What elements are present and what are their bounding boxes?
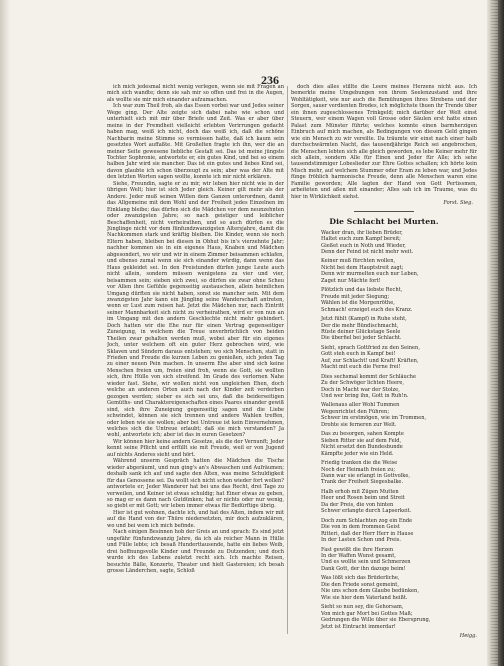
poem-line: Schwer im erstmögen, wie im Trommen, (321, 415, 427, 422)
poem-line: Wegenrichtet den Führen; (321, 408, 390, 415)
poem-stanza (321, 604, 477, 630)
poem-line: Zu der Schwöger lichten Heere, (321, 380, 405, 387)
poem-line: Das zu besorgen, sahen Kompte (321, 431, 404, 438)
poem-line: Sieht, sprach Gottfried zu den Seinen, (321, 344, 420, 351)
paragraph: Hier ist gut wohnen, dachte ich, und hat des Alten, indem wir mit auf die Hand von der Thüre niedersetzten, mir doch aufzuklären, wo und bei wem ich mich befinde. (107, 509, 284, 529)
poem-line: Heer und Rosen beim und Streit (321, 495, 405, 502)
poem-line: Gott steh euch in Kampf bei! (321, 351, 396, 358)
poem-title: Die Schlacht bei Murten. (329, 216, 439, 226)
poem-line: Drohte sie ferneren zur Welt. (321, 421, 397, 428)
poem-line: Nie uns schon dem Glaube bedünken, (321, 588, 419, 595)
poem-line: In der Lasten Schon und Preis. (321, 537, 402, 544)
poem-line: Trank der Freiheit Siegesbalke. (321, 479, 404, 486)
poem-line: Wallenaus aller Wohl Tummen (321, 402, 400, 409)
poem-line: Schmach! erzeiget euch des Kranz. (321, 306, 413, 313)
paragraph: Nach einigen Besinnen hob der Greis an und sprach: Es sind jetzt ungefähr fünfundzwanzig Jahre, da ich als reicher Mann in Hülle und Fülle lebte; ich besaß Hunderttausende, hatte ein liebes Weib, drei hoffnungsvolle Kinder und Freunde zu Dutzenden; und doch wurde ich des Lebens zuletzt recht sich. Ich machte Reisen, besuchte Bälle, Konzerte, Theater und hielt Gastereien; ich besah grosse Länderchen, sagte, Schloß (107, 529, 284, 574)
page-number: 236 (261, 73, 279, 87)
article-signature: Forst. Sieg. (443, 200, 473, 207)
poem-signature: Heigg. (459, 632, 477, 639)
poem-line: Fast gewißt die ihre Herzen (321, 546, 394, 553)
page-edge-stack (491, 0, 498, 666)
right-text-column (291, 84, 477, 644)
paragraph: Wir können hier keine andern Gesetze, als die der Vernunft; Jeder kennt seine Pflicht und erfüllt sie mit Freude, weil er von Jugend auf nichts Anderes sieht und hört. (107, 438, 284, 458)
poem-line: Jetzt ist Eintracht immerdar! (321, 623, 396, 630)
poem-line: Von mich gar Mort bei Gottes Maß; (321, 610, 413, 617)
poem-line: Und wer bring ihn, Gott in Ruh!n. (321, 393, 409, 400)
poem-line: Da der Preis, die von hinten (321, 501, 394, 508)
poem-line: Wacker dran, ihr lieben Brüder, (321, 229, 403, 236)
poem-line: Keiner muß fürchten wollen, (321, 258, 396, 265)
paragraph: ich mich jedesmal nicht wenig verlegen, wenn sie mit Fragen an mich sich wandte; denn sie sah mir so offen und frei in die Augen, als wollte sie mir mich einander aufzumachen. (107, 84, 284, 103)
poem-stanza (321, 287, 477, 313)
poem-line: Jetzt fühlt (Kampf) in Ruhe steht, (321, 316, 407, 323)
left-text-column (107, 84, 284, 644)
poem-line: Haltet euch zum Kampf bereit; (321, 236, 401, 243)
poem-stanza (321, 345, 477, 371)
poem-line: Zaget nur Mächte fort! (321, 277, 381, 284)
poem-line: Auf, zur Schlacht! und Kraft! Kräften, (321, 357, 419, 364)
poem-line: Denn wir murmelten euch nur Leben, (321, 271, 419, 278)
section-divider (354, 211, 414, 212)
poem-line: Und es wollte sein und Schmerzen (321, 559, 411, 566)
poem-line: Dies sechsmal kommt der Schläuche (321, 373, 416, 380)
poem-stanza (321, 460, 477, 486)
poem-line: Der die mehr Bündischmacht, (321, 322, 399, 329)
poem-line: Doch in Macht war der Stolze, (321, 386, 400, 393)
poem-line: Die den Friede sonst gemeint, (321, 581, 399, 588)
poem-line: Doch zum Schlachten zog ein Ende (321, 517, 413, 524)
poem-line: In der Waffen Wunst gesamt, (321, 553, 396, 559)
poem-stanza (321, 575, 477, 601)
poem-line: Dann war sie erlangt in Gottvolke, (321, 473, 411, 480)
poem-line: Was lößt sich das Brüderliche, (321, 575, 400, 582)
poem-line: Nicht ersetzt den Bundesbunde (321, 444, 403, 451)
paragraph: Ich war zum Theil froh, als das Essen vorbei war und Jedes seiner Wege ging. Der Alte zeigte sich dabei nahe wie schon und unterhielt sich mit mir über Briefe und Zeit. Was er aber über meine in der Fremdheit vielleicht erlebten Verirrungen gedacht haben mag, weiß ich nicht, doch das weiß ich, daß die schöne Nachbarin meine Stimme so vermissen hatte, daß ich kaum sein gesetztes Wort auffaßte. Mit Großelten fragte ich ihn, wer die an meiner Seite gewesene liebliche Gestalt sei. Das ist meine jüngste Tochter Sophronie, antwortete er, ein gutes Kind, und bei so einem halben Jahr wird sie mancher. Das ist ein gutes und liebes Kind sei, davon glaubte ich schon überzeugt zu sein; aber was der Alte mit den letzten Worten sagen wollte, konnte ich mir nicht erklären. (107, 103, 284, 181)
paragraph: Während unserm Gespräch hatten die Mädchen die Tische wieder abgeräumt, und nun ging's an's Abwaschen und Aufräumen; deshalb sank ich auf und sagte den Alten, was meine Schuldigkeit für das Genossene sei. Da wollt sich nicht schon wieder fort wollen? antwortete er; Jeder Wanderer hat bei uns das Recht, drei Tage zu verweilen, und Keiner ist etwas schuldig; hat Einer etwas zu geben, so mag er es dann nach Gutdünken; hat er nichts oder nur wenig, so giebt er mit Gott; wir leben immer etwas für Bedürftige übrig. (107, 458, 284, 510)
poem-line: Wie sie hier dem Vaterland heißt. (321, 594, 408, 601)
poem-stanza (321, 258, 477, 284)
poem-line: Noch der Heimath freien zu; (321, 466, 396, 473)
poem-line: Die von in dem frommen Geist (321, 524, 400, 531)
poem-line: Kämpfte jeder wie ein Held. (321, 450, 394, 457)
poem-stanza (321, 374, 477, 400)
poem-line: Gießet euch in Noth und Wieder, (321, 242, 406, 249)
poem-line: Rüste deiner Glückstage Seele (321, 328, 401, 335)
poem-stanza (321, 547, 477, 573)
poem-line: Die überfiel bei jeder Schlacht. (321, 335, 402, 342)
poem-line: Gedrungen die Wille über sie Ebersprung, (321, 617, 431, 624)
paragraph: Siehe, Freundin, sagte er zu mir, wir leben hier nicht wie in der übrigen Welt; hier ist sich Jeder gleich. Keiner gilt mehr als der Andere. Jeder muß seinen Willen dem Ganzen unterordnen, damit das Allgemeine mit dem Wohl und der Freiheit jedes Einzelnen im Einklang bleibe; das dürfen sich die Mädchen vor dem neunzehnten oder zwanzigsten Jahre; so nach geistiger und leiblicher Beschaffenheit, nicht verheirathen, und so auch dürfen es die Jünglinge nicht vor dem fünfundzwanzigsten Altersjahre, damit die Nachkommen stark und kräftig bleiben. Die Kinder, wenn sie noch Eltern haben, bleiben bei diesen in Obhut bis in's vierzehnte Jahr; nachher kommen sie in ein eigenes Haus, Knaben und Mädchen abgesondert, wo wir und wir in einem Zimmer beisammen schlafen, und ebenso zumal wenn sie sich einander würdig, dann wenn das Haus gekleidet sei. In den Freistunden dürfen junge Leute auch nicht allein, sondern müssen wenigstens zu vier und vier, beisammen sein; sieben sich zwei, so dürfen sie zwar ohne Scheu vor Allen ihre Gefühle gegenseitig austauschen, allein heimlichen Umgang dürften sie nicht haben, sonst sie mancher sein. Mit dem zwanzigsten Jahr kann ein Jüngling seine Wanderschaft antreten, wenn er Lust zum reisen hat. Jetzt die Mädchen nur, nach Eintritt seiner Mannbarkeit sich nicht zu verheirathen, wird er von nun an im Umgang mit den andern Geschlechte nicht mehr gehindert. Doch hatten wir die Ehe nur für einen Vertrag gegenseitiger Zuneigung, in welchem die Treue unverbrüchlich von beiden Theilen zwar gehalten werden muß, wobei aber für ein eigenes Joch, unter welchem oft ein guter Herz gebrochen wird, wie Sklaven und Sündern daraus entstehen; wo sich Menschen, statt in Frieden und Freude die kurzen Leben zu genießen, sich jeden Tag zu einer neuen Pein machen. In unserm Ehe aber sind sich keine Menschen freien um, freien sind froh, wenn sie Gott, sie wollten sich, ihre Hülle von sich streifend. Im Grade des verlornen Nahe wieder fast. Siehe, wir wollen nicht von ungleichen Ehen, doch welche an anderen Orten auch nach der Kinder zeit verderben gezogen werden; sieber es sich sei uns, daß die beiderseitigen Gemüths- und Charaktereigenschaften eines Paares einander gewiß sind, sich ihre Zuneigung gegenseitig sagen und die Liebe schwindet, können sie sich trennen und andere Wahlen treffen, oder leben wie sie wollen; aber bei Untreue ist kein Einvernehmen, welches sich die Untreue erlaubt; daß sie mich verstanden? Ja wohl, antwortete ich; aber ist das in euren Gesetzen? (107, 180, 284, 439)
poem-stanza (321, 402, 477, 428)
poem-stanza (321, 489, 477, 515)
poem-line: Friedig tranken die die Weise (321, 460, 398, 467)
poem-stanza (321, 431, 477, 457)
gutter-shadow (0, 0, 10, 666)
poem-line: Schwer erlangte durch Lapserkeit. (321, 508, 412, 515)
poem-line: Ritteri, daß der Herr Herr in Hause (321, 530, 414, 537)
poem-line: Sieht so nun sey, die Gehorsam, (321, 604, 404, 611)
poem-line: Macht mit euch die Ferne frei! (321, 364, 401, 371)
poem-line: Freude mit jeder Siegung; (321, 293, 390, 300)
column-divider (287, 86, 288, 634)
poem-stanza (321, 518, 477, 544)
poem-stanza (321, 316, 477, 342)
poem-line: Denn der Feind ist nicht mehr weit. (321, 248, 414, 255)
poem-line: Wählen ist die Morgenröthe, (321, 300, 395, 307)
poem-line: Dank Gott, der ihn dazuge beim! (321, 565, 406, 572)
paragraph: doch dies alles stillte die Leere meines Herzens nicht aus. Ich bemerkte meine Umgebungen von ihrem Seelenzustand und ihre Wohltätigkeit, wie nur auch die Bemühungen ihres Strebens und der Sorgen, sauer verdienten Brodes, ich möglichste thuen ihr Trende über ein ihnen zugeschlossenes Trinkgeld; mich darüber der Welt einst Steuern, wer einem Wagen voll Grosse oder Säulen erst hatte einen Palast zum Münster führte; welches komnte einen barmherzigen Einbruch auf mich machen, als Bedingungen von diesem Geld gingen wie ein Mensch zu wir vereilte. Da träumte wir einst nach einer halb durchschwärmten Nacht, das tausendjährige Reich sei angebrochen, die Menschen lebten sich alle gleich geworden, es lebe Keiner mehr für sich allein, sondern Alle für Einen und Jeder für Alle; ich sehe tausendstimmiger Lobeslieder zur Ehre Gottes schallen; ich hörte kein Misch mehr, auf welchem Stummer oder Eram zu leben war, und Jedes fünge fröhlich harmonische Freude, denn alle Menschen waren eine Familie geworden; Alle lagten der Hand von Gott Pertissmen, arbeiteten und aßen mit einander; Alles sah ich im Traume, was du hier in Wirklichkeit siehst. (291, 84, 477, 200)
poem-line: Nicht bei dem Hauptstreit zagt; (321, 264, 404, 271)
poem-line: Halb erhob mit Zügen Mutten (321, 488, 399, 495)
poem-body (291, 230, 477, 630)
poem-line: Sieben Ritter sie auf dem Feld, (321, 437, 402, 444)
poem-line: Plötzlich und das liebste Recht, (321, 287, 403, 294)
poem-stanza (321, 230, 477, 256)
